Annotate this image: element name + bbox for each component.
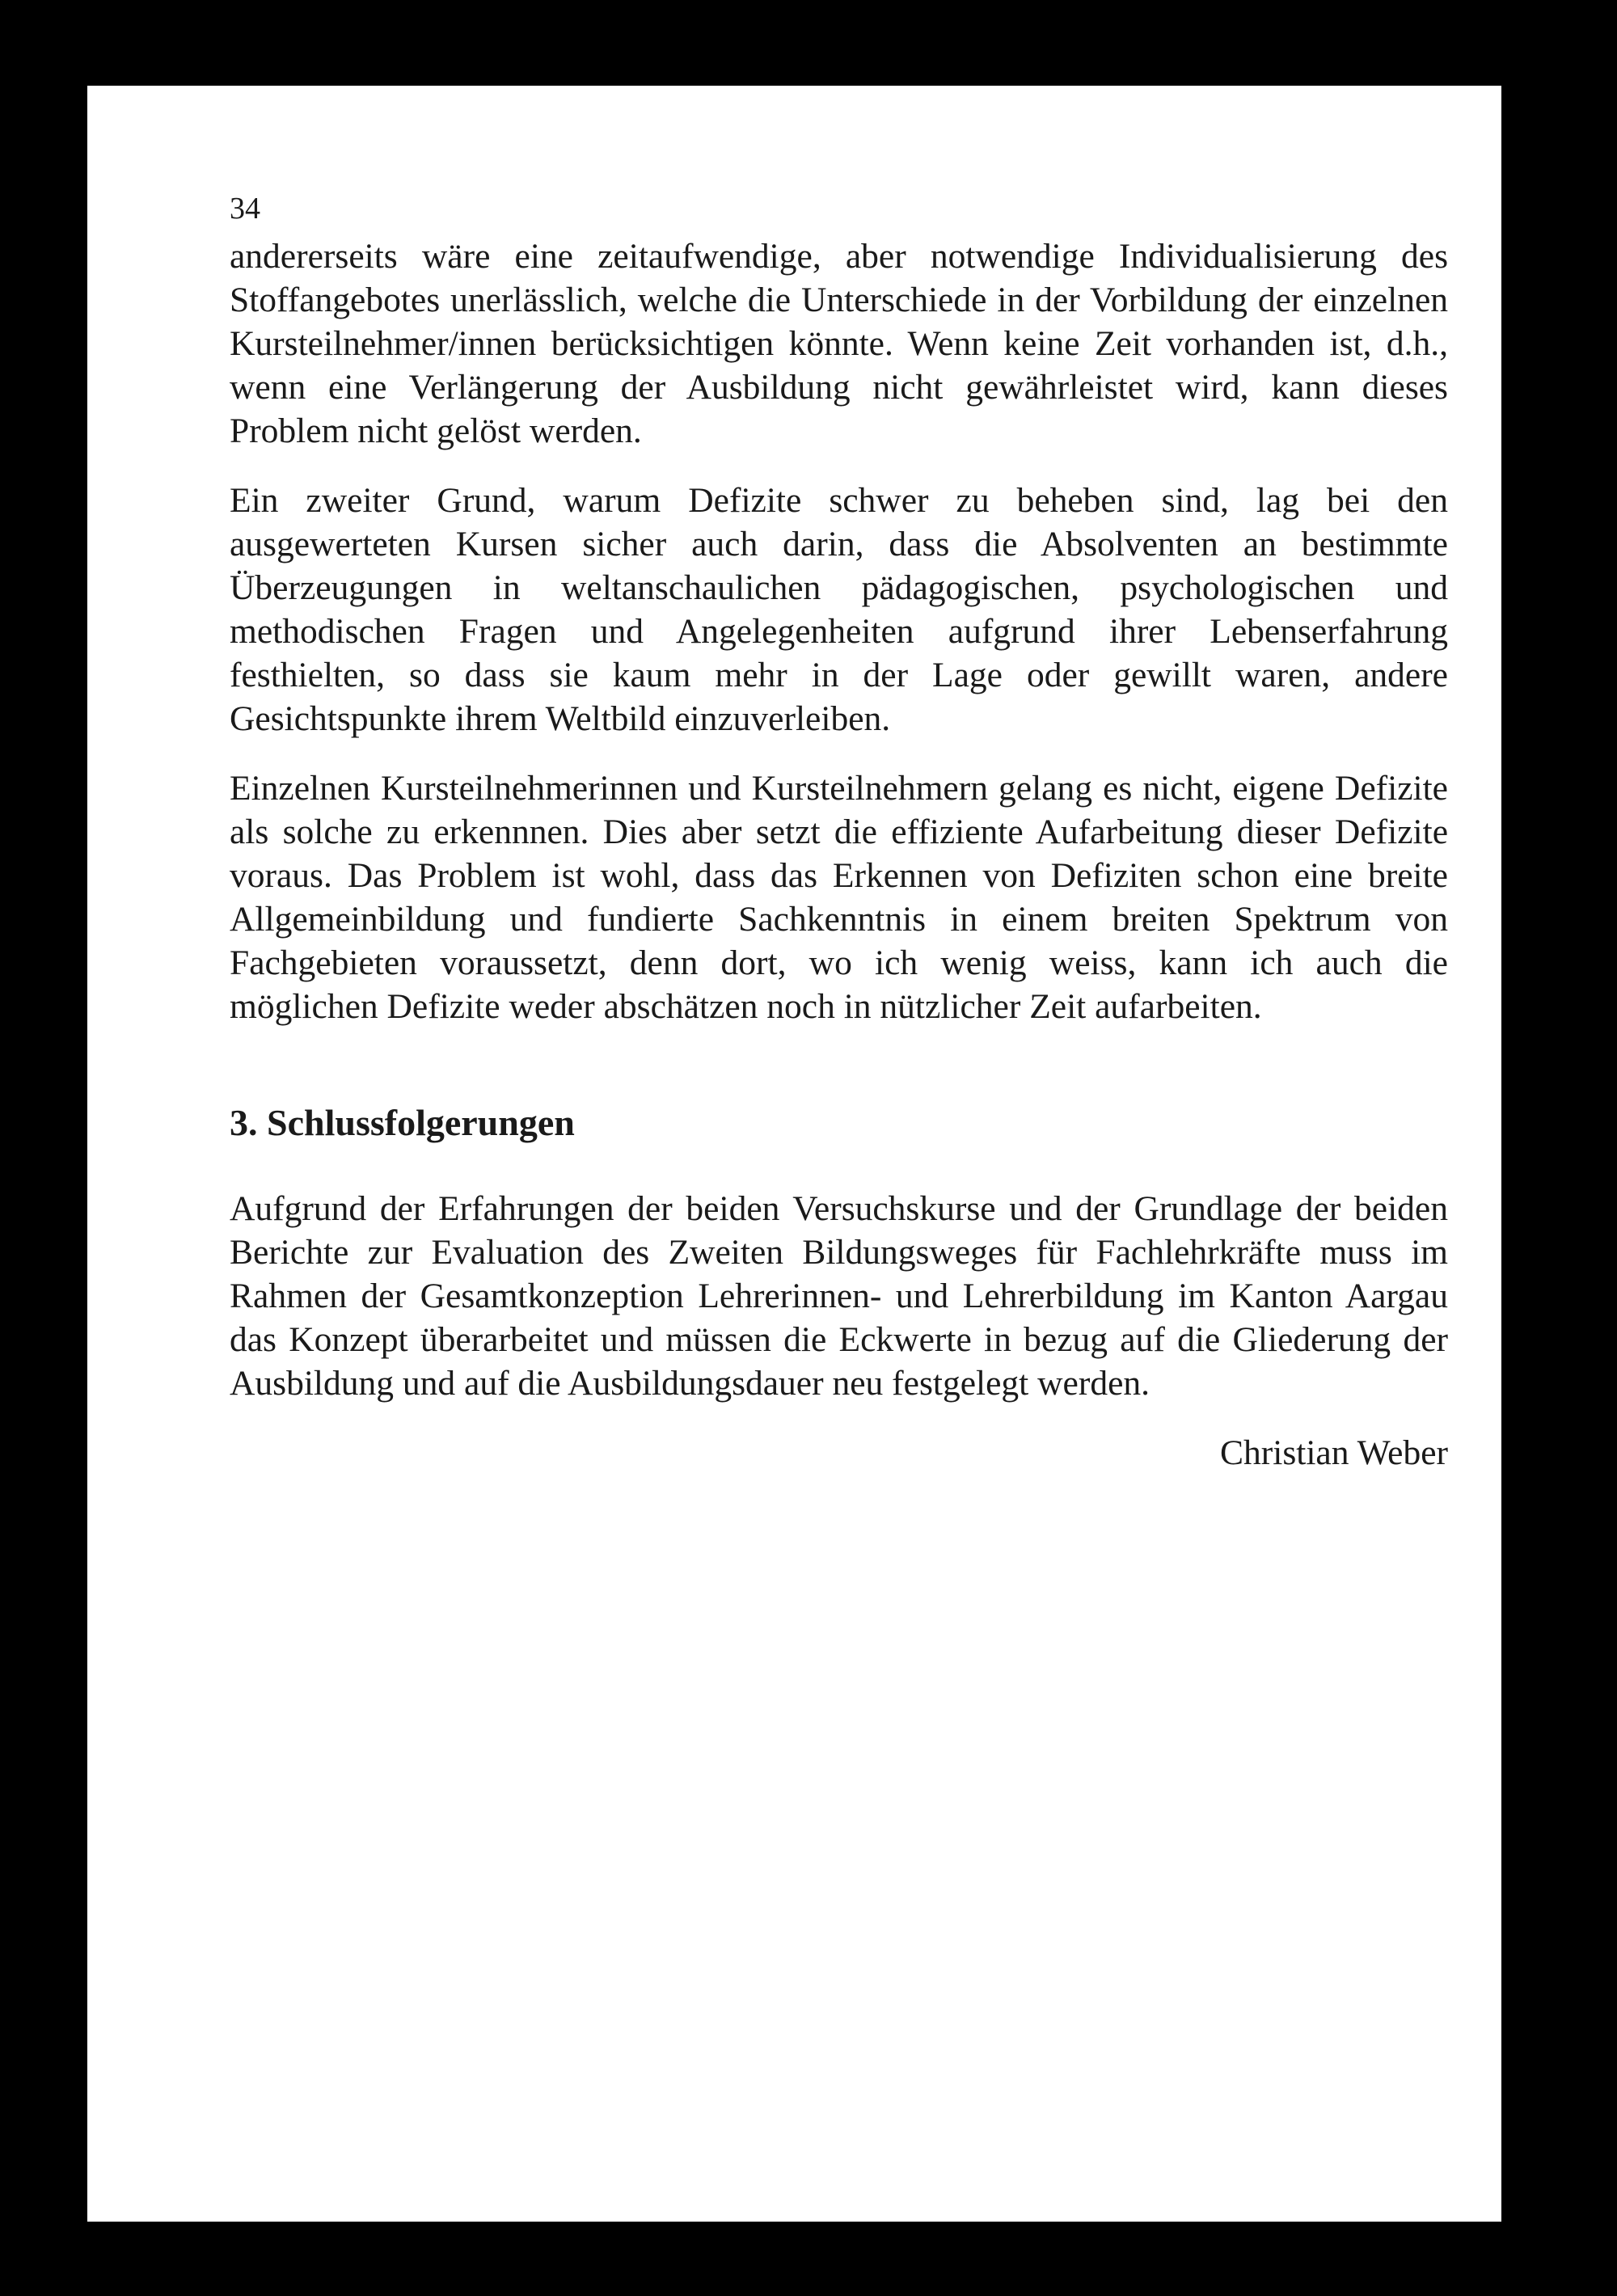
page-number: 34 — [230, 192, 260, 226]
paragraph-3: Einzelnen Kursteilnehmerinnen und Kursteilnehmern gelang es nicht, eigene Defizite als solche zu erkennnen. Dies aber setzt die effiziente Aufarbeitung dieser Defizite voraus. Das Problem ist wohl, dass das Erkennen von Defiziten schon eine breite Allgemeinbildung und fundierte Sachkenntnis in einem breiten Spektrum von Fachgebieten voraussetzt, denn dort, wo ich wenig weiss, kann ich auch die möglichen Defizite weder abschätzen noch in nützlicher Zeit aufarbeiten. — [230, 769, 1448, 1026]
page-content — [230, 188, 1448, 1475]
document-page — [87, 86, 1501, 2222]
author-signature: Christian Weber — [1219, 1433, 1448, 1472]
section-heading: 3. Schlussfolgerungen — [230, 1102, 575, 1143]
section-paragraph: Aufgrund der Erfahrungen der beiden Versuchskurse und der Grundlage der beiden Berichte zur Evaluation des Zweiten Bildungsweges für Fachlehrkräfte muss im Rahmen der Gesamtkonzeption Lehrerinnen- und Lehrerbildung im Kanton Aargau das Konzept überarbeitet und müssen die Eckwerte in bezug auf die Gliederung der Ausbildung und auf die Ausbildungsdauer neu festgelegt werden. — [230, 1189, 1448, 1403]
paragraph-1: andererseits wäre eine zeitaufwendige, aber notwendige Individualisierung des Stoffangebotes unerlässlich, welche die Unterschiede in der Vorbildung der einzelnen Kursteilnehmer/innen berücksichtigen könnte. Wenn keine Zeit vorhanden ist, d.h., wenn eine Verlängerung der Ausbildung nicht gewährleistet wird, kann dieses Problem nicht gelöst werden. — [230, 237, 1448, 450]
paragraph-2: Ein zweiter Grund, warum Defizite schwer zu beheben sind, lag bei den ausgewerteten Kursen sicher auch darin, dass die Absolventen an bestimmte Überzeugungen in weltanschaulichen pädagogischen, psychologischen und methodischen Fragen und Angelegenheiten aufgrund ihrer Lebenserfahrung festhielten, so dass sie kaum mehr in der Lage oder gewillt waren, andere Gesichtspunkte ihrem Weltbild einzuverleiben. — [230, 481, 1448, 738]
